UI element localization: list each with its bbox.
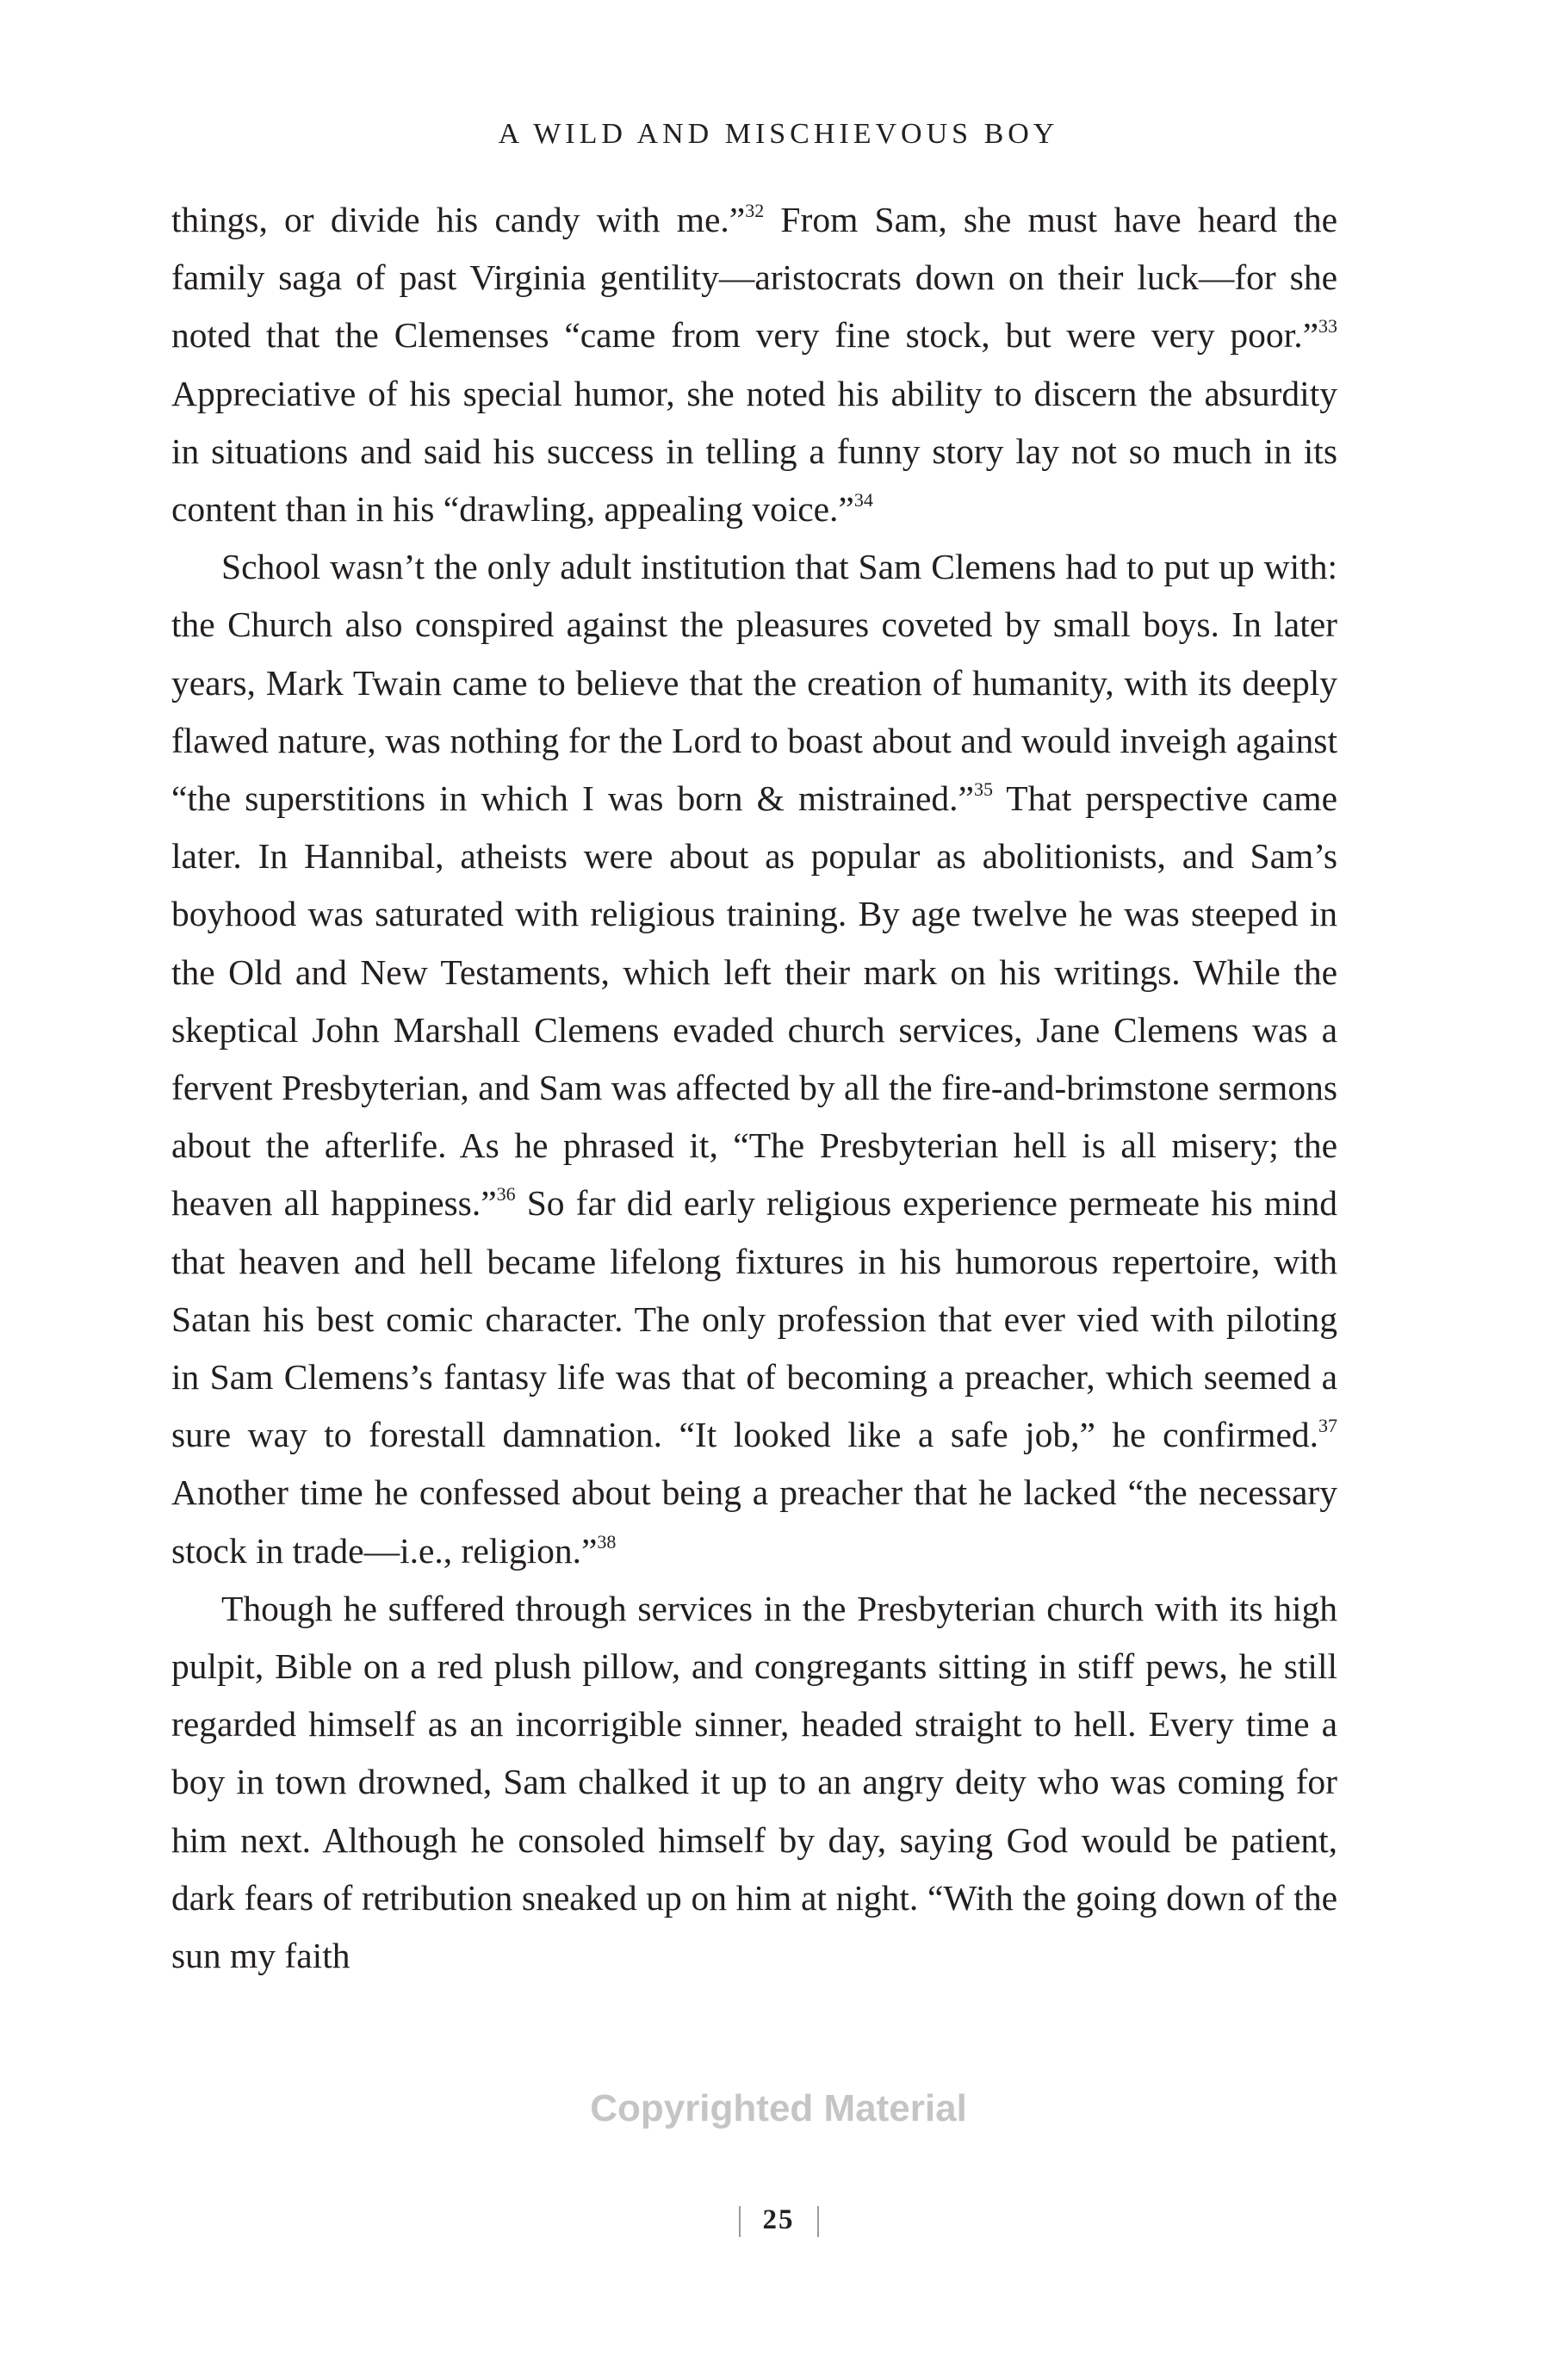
footnote-ref: 37 — [1318, 1415, 1337, 1437]
text-run: Though he suffered through services in the Presbyterian church with its high pulpit, Bible on a red plush pillow, and congregants sitting in stiff pews, he still regarded himself as an incorrigible sinner, headed straight to hell. Every time a boy in town drowned, Sam chalked it up to an angry deity who was coming for him next. Although he consoled himself by day, saying God would be patient, dark fears of retribution sneaked up on him at night. “With the going down of the sun my faith — [171, 1588, 1337, 1976]
footnote-ref: 36 — [496, 1183, 516, 1205]
page-number: 25 — [762, 2204, 795, 2235]
folio-divider-right — [817, 2206, 819, 2237]
page-number-folio — [0, 2201, 1557, 2239]
footnote-ref: 33 — [1318, 315, 1337, 338]
footnote-ref: 32 — [745, 200, 765, 221]
copyright-watermark: Copyrighted Material — [590, 2087, 967, 2129]
running-head: A WILD AND MISCHIEVOUS BOY — [498, 118, 1059, 150]
paragraph-1 — [171, 191, 1337, 538]
footnote-ref: 34 — [853, 489, 873, 511]
paragraph-2 — [171, 538, 1337, 1580]
folio-divider-left — [739, 2206, 741, 2237]
footnote-ref: 38 — [597, 1530, 617, 1553]
text-run: That perspective came later. In Hannibal, atheists were about as popular as abolitionists, and Sam’s boyhood was saturated with religious training. By age twelve he was steeped in the Old and New Testaments, which left their mark on his writings. While the skeptical John Marshall Clemens evaded church services, Jane Clemens was a fervent Presbyterian, and Sam was affected by all the fire-and-brimstone sermons about the afterlife. As he phrased it, “The Presbyterian hell is all misery; the heaven all happiness.” — [171, 778, 1337, 1224]
paragraph-3 — [171, 1580, 1337, 1985]
body-text — [171, 191, 1337, 1985]
text-run: Appreciative of his special humor, she noted his ability to discern the absurdity in situations and said his success in telling a funny story lay not so much in its content than in his “drawling, appealing voice.” — [171, 373, 1337, 530]
text-run: So far did early religious experience permeate his mind that heaven and hell became lifelong fixtures in his humorous repertoire, with Satan his best comic character. The only profession that ever vied with piloting in Sam Clemens’s fantasy life was that of becoming a preacher, which seemed a sure way to forestall damnation. “It looked like a safe job,” he confirmed. — [171, 1183, 1338, 1455]
footnote-ref: 35 — [973, 778, 993, 801]
text-run: Another time he confessed about being a preacher that he lacked “the necessary stock in trade—i.e., religion.” — [171, 1472, 1337, 1571]
text-run: School wasn’t the only adult institution that Sam Clemens had to put up with: the Church also conspired against the pleasures coveted by small boys. In later years, Mark Twain came to believe that the creation of humanity, with its deeply flawed nature, was nothing for the Lord to boast about and would inveigh against “the superstitions in which I was born & mistrained.” — [171, 547, 1337, 819]
text-run: From Sam, she must have heard the family saga of past Virginia gentility—aristocrats down on their luck—for she noted that the Clemenses “came from very fine stock, but were very poor.” — [171, 200, 1337, 356]
text-run: things, or divide his candy with me.” — [171, 200, 746, 239]
